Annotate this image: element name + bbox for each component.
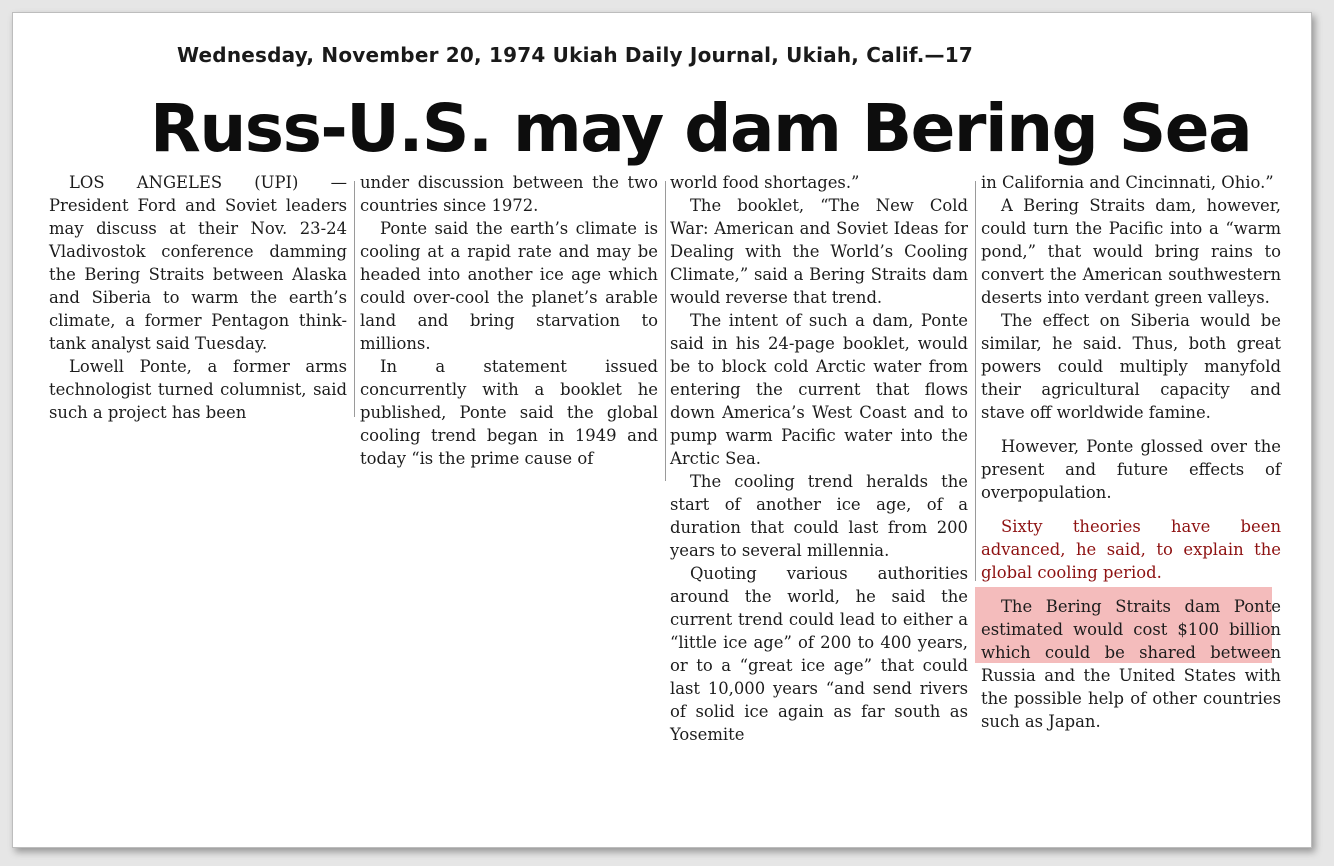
column-rule [665,181,666,481]
column-rule [354,181,355,417]
headline: Russ-U.S. may dam Bering Sea [150,90,1252,167]
article-column-4 [981,171,1281,733]
paragraph: The Bering Straits dam Ponte estimated would cost $100 billion which could be shared between Russia and the United States with the possible help of other countries such as Japan. [981,597,1281,731]
newspaper-clipping [12,12,1312,848]
article-column-2 [360,171,658,470]
paragraph: under discussion between the two countries since 1972. [360,173,658,215]
paragraph: The intent of such a dam, Ponte said in his 24-page booklet, would be to block cold Arctic water from entering the current that flows down America’s West Coast and to pump warm Pacific water into the Arctic Sea. [670,311,968,468]
paragraph: However, Ponte glossed over the present and future effects of overpopulation. [981,437,1281,502]
article-column-1 [49,171,347,424]
article-column-3 [670,171,968,746]
paragraph: The effect on Siberia would be similar, he said. Thus, both great powers could multiply manyfold their agricultural capacity and stave off worldwide famine. [981,311,1281,422]
paragraph: LOS ANGELES (UPI) — President Ford and Soviet leaders may discuss at their Nov. 23-24 Vladivostok conference damming the Bering Straits between Alaska and Siberia to warm the earth’s climate, a former Pentagon think-tank analyst said Tuesday. [49,173,347,353]
paragraph: Quoting various authorities around the world, he said the current trend could lead to either a “little ice age” of 200 to 400 years, or to a “great ice age” that could last 10,000 years “and send rivers of solid ice again as far south as Yosemite [670,564,968,744]
paragraph: in California and Cincinnati, Ohio.” [981,173,1274,192]
paragraph: A Bering Straits dam, however, could turn the Pacific into a “warm pond,” that would bring rains to convert the American southwestern deserts into verdant green valleys. [981,196,1281,307]
highlighted-paragraph: Sixty theories have been advanced, he said, to explain the global cooling period. [981,517,1281,582]
paragraph: The booklet, “The New Cold War: American and Soviet Ideas for Dealing with the World’s Cooling Climate,” said a Bering Straits dam would reverse that trend. [670,196,968,307]
paragraph: Ponte said the earth’s climate is cooling at a rapid rate and may be headed into another ice age which could over-cool the planet’s arable land and bring starvation to millions. [360,219,658,353]
paragraph: world food shortages.” [670,173,860,192]
paragraph: The cooling trend heralds the start of another ice age, of a duration that could last from 200 years to several millennia. [670,472,968,560]
paragraph: In a statement issued concurrently with a booklet he published, Ponte said the global cooling trend began in 1949 and today “is the prime cause of [360,357,658,468]
dateline: Wednesday, November 20, 1974 Ukiah Daily Journal, Ukiah, Calif.—17 [177,43,973,67]
paragraph: Lowell Ponte, a former arms technologist turned columnist, said such a project has been [49,357,347,422]
column-rule [975,181,976,581]
